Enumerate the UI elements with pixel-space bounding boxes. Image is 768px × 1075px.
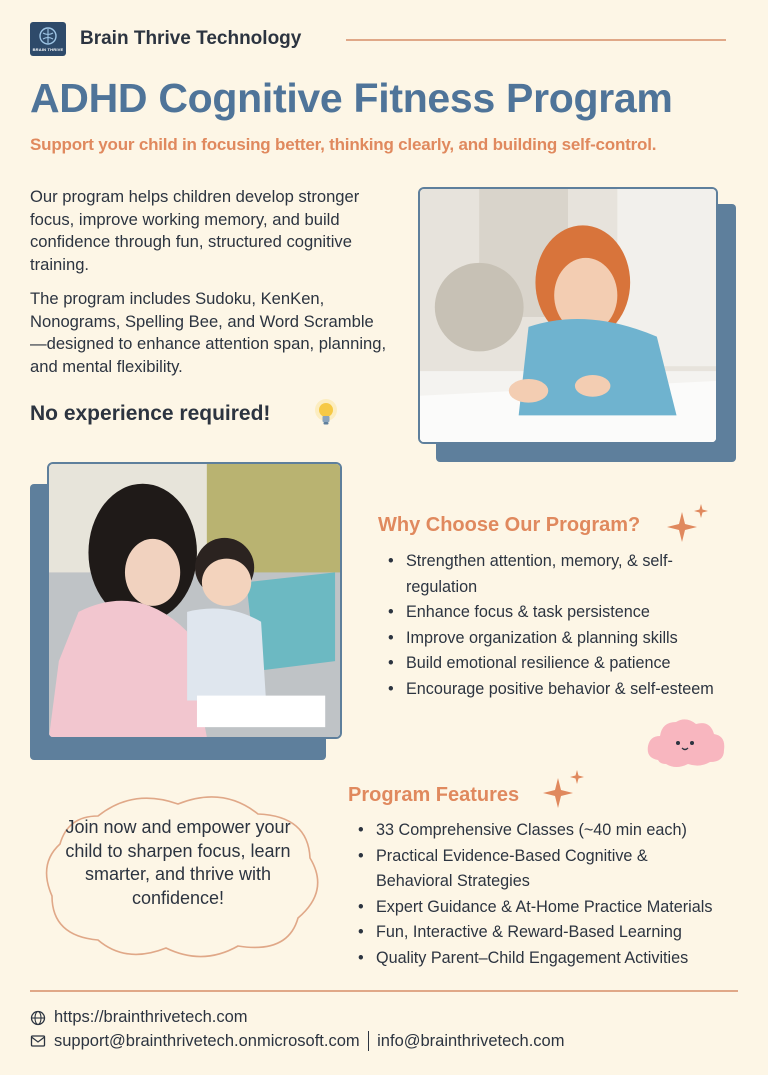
brand-logo (30, 22, 66, 56)
cloud-face-icon (644, 712, 728, 772)
list-item: • Expert Guidance & At-Home Practice Materials (356, 895, 756, 921)
photo-girl-drawing (418, 187, 718, 444)
lightbulb-icon (312, 398, 340, 430)
program-features-list (356, 818, 756, 971)
info-email-link[interactable]: info@brainthrivetech.com (377, 1031, 565, 1050)
mail-icon (30, 1033, 46, 1049)
photo-siblings-reading (47, 462, 342, 739)
page-subtitle: Support your child in focusing better, thinking clearly, and building self-control. (30, 135, 657, 154)
sparkle-icon (664, 502, 708, 546)
header-divider (346, 39, 726, 41)
intro-text (30, 186, 390, 378)
why-choose-list (386, 549, 726, 702)
website-link[interactable]: https://brainthrivetech.com (54, 1008, 248, 1026)
globe-icon (30, 1010, 46, 1026)
intro-paragraph-1: Our program helps children develop stronger focus, improve working memory, and build confidence through fun, structured cognitive training. (30, 187, 360, 274)
list-item: • 33 Comprehensive Classes (~40 min each) (356, 818, 756, 844)
list-item: • Practical Evidence-Based Cognitive & Behavioral Strategies (356, 844, 686, 895)
list-item: • Improve organization & planning skills (386, 626, 726, 652)
list-item: • Strengthen attention, memory, & self-regulation (386, 549, 726, 600)
list-item: • Quality Parent–Child Engagement Activities (356, 946, 756, 972)
footer-email-row (30, 1031, 564, 1051)
page-title: ADHD Cognitive Fitness Program (30, 75, 673, 121)
why-choose-title: Why Choose Our Program? (378, 514, 641, 536)
footer-divider (30, 990, 738, 992)
list-item: • Build emotional resilience & patience (386, 651, 726, 677)
brain-logo-icon (38, 26, 58, 46)
intro-paragraph-2: The program includes Sudoku, KenKen, Nonograms, Spelling Bee, and Word Scramble—designed to enhance attention span, planning, and mental flexibility. (30, 289, 387, 376)
list-item: • Enhance focus & task persistence (386, 600, 726, 626)
support-email-link[interactable]: support@brainthrivetech.onmicrosoft.com (54, 1031, 360, 1050)
sparkle-icon (540, 768, 584, 812)
program-features-title: Program Features (348, 784, 520, 806)
footer-separator (368, 1031, 370, 1051)
logo-text: BRAIN THRIVE (32, 47, 64, 52)
list-item: • Encourage positive behavior & self-esteem (386, 677, 726, 703)
no-experience-note: No experience required! (30, 402, 271, 425)
brand-name: Brain Thrive Technology (80, 28, 302, 49)
list-item: • Fun, Interactive & Reward-Based Learning (356, 920, 756, 946)
footer-website-row (30, 1008, 248, 1027)
callout-text: Join now and empower your child to sharpen focus, learn smarter, and thrive with confidence! (65, 817, 291, 908)
